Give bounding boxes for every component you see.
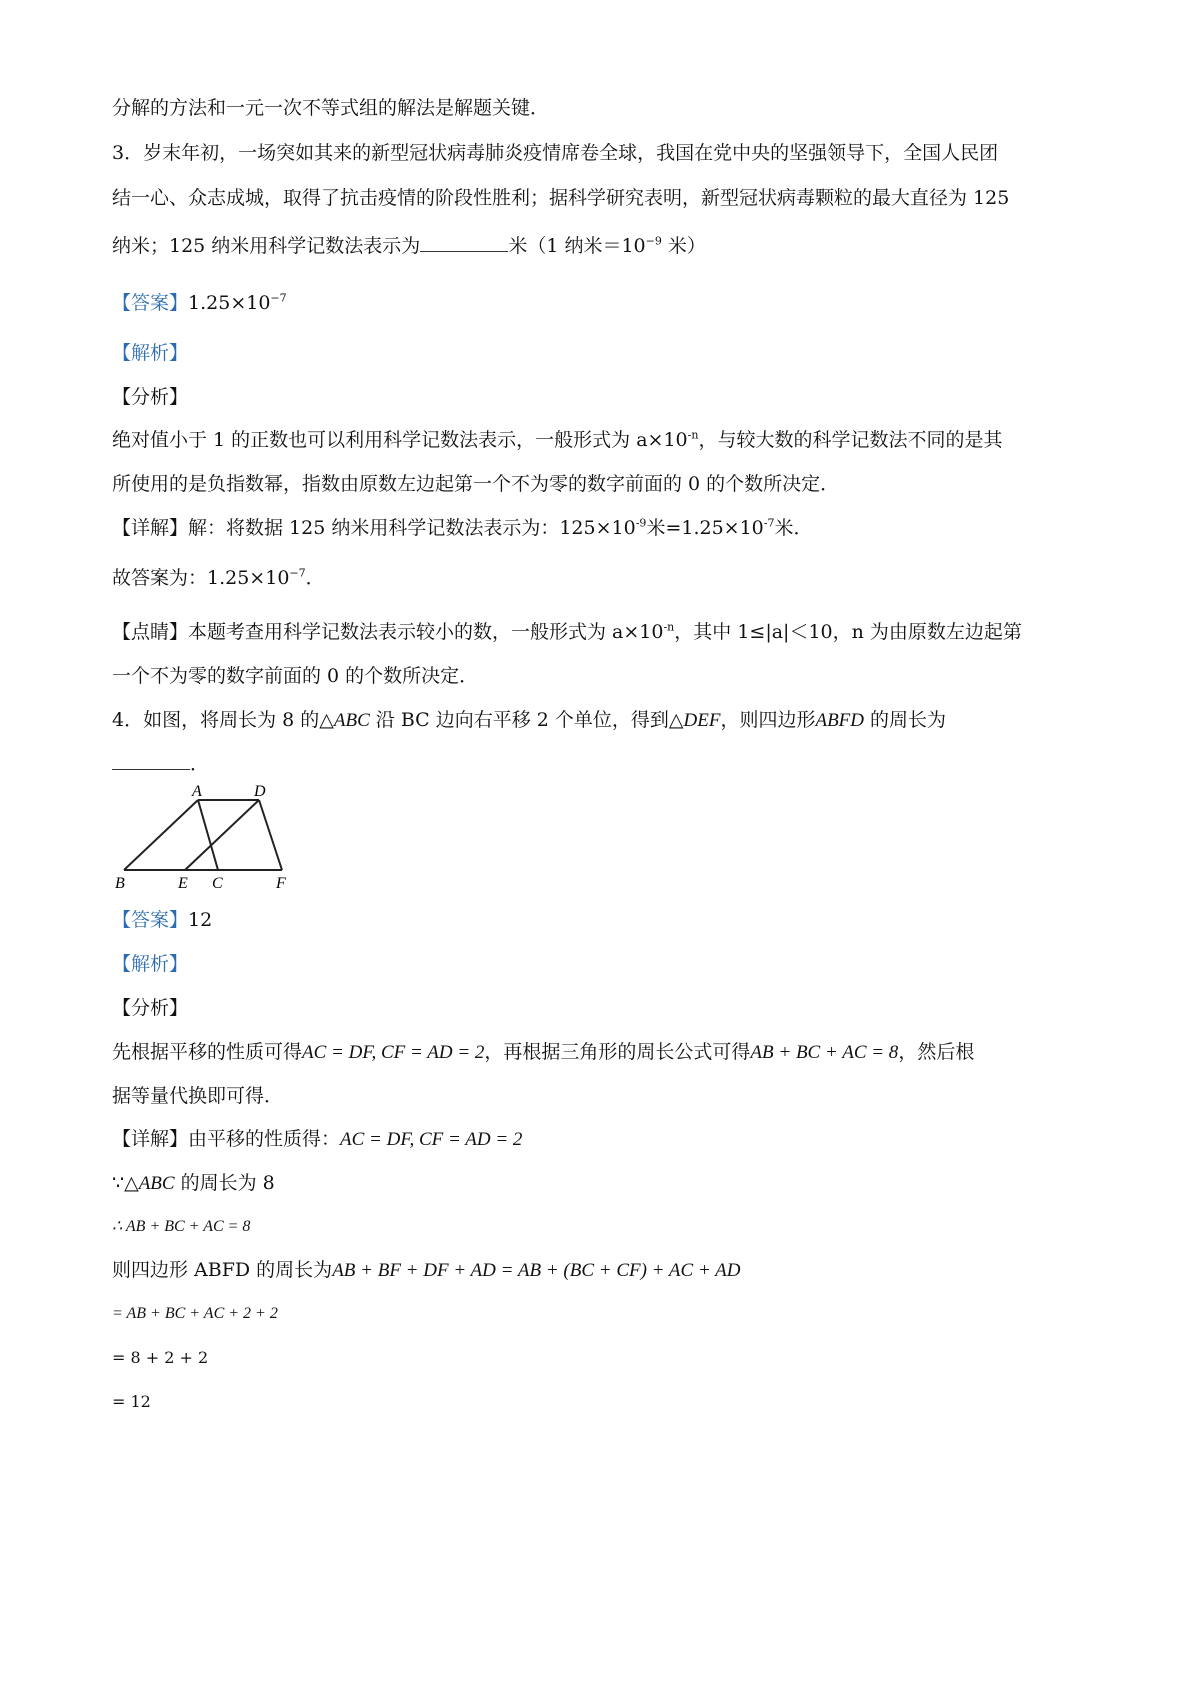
q3-line2: 结一心、众志成城，取得了抗击疫情的阶段性胜利；据科学研究表明，新型冠状病毒颗粒的最大直径为 125 bbox=[112, 187, 1010, 209]
q3-line3 bbox=[112, 234, 706, 258]
q4-because bbox=[112, 1171, 275, 1196]
math: AC = DF, CF = AD = 2 bbox=[302, 1042, 485, 1063]
q3-line3-c: 米） bbox=[661, 235, 706, 257]
label-b: B bbox=[115, 875, 125, 892]
segment-de bbox=[185, 800, 259, 870]
segment-ac bbox=[198, 800, 218, 870]
label-e: E bbox=[178, 875, 188, 892]
q4-fenxi-l1 bbox=[112, 1040, 974, 1065]
translation-figure bbox=[112, 782, 322, 892]
q4-step2: = 8 + 2 + 2 bbox=[112, 1348, 209, 1367]
text: ． bbox=[190, 753, 210, 775]
q4-line1 bbox=[112, 708, 946, 733]
triangle-abc: △ABC bbox=[319, 710, 370, 731]
text: 米． bbox=[774, 517, 813, 539]
q3-line3-b: 米（1 纳米＝10 bbox=[508, 235, 646, 257]
q3-dianjing-l2: 一个不为零的数字前面的 0 的个数所决定． bbox=[112, 665, 479, 687]
q3-line3-exp: −9 bbox=[645, 234, 662, 248]
segment-ab bbox=[124, 800, 198, 870]
answer-value: 12 bbox=[188, 909, 213, 931]
q3-line1: 3．岁末年初，一场突如其来的新型冠状病毒肺炎疫情席卷全球，我国在党中央的坚强领导下，全国人民团 bbox=[112, 142, 999, 164]
text: 【点睛】本题考查用科学记数法表示较小的数，一般形式为 a×10 bbox=[112, 621, 664, 643]
math: AC = DF, CF = AD = 2 bbox=[340, 1129, 523, 1150]
exp: −7 bbox=[289, 566, 306, 580]
exp: -n bbox=[663, 620, 675, 634]
q3-fenxi: 【分析】 bbox=[112, 386, 189, 408]
q4-answer bbox=[112, 908, 212, 932]
math: AB + BC + AC = 8 bbox=[750, 1042, 899, 1063]
text: ，与较大数的科学记数法不同的是其 bbox=[698, 429, 1003, 451]
answer-value: 1.25×10 bbox=[188, 292, 271, 314]
math: ABC bbox=[138, 1173, 175, 1194]
triangle-def: △DEF bbox=[668, 710, 721, 731]
answer-exp: −7 bbox=[270, 291, 287, 305]
prev-paragraph-end: 分解的方法和一元一次不等式组的解法是解题关键． bbox=[112, 97, 550, 119]
answer-blank bbox=[112, 753, 190, 770]
quad-abfd: ABFD bbox=[815, 710, 865, 731]
label-f: F bbox=[276, 875, 286, 892]
text: 沿 BC 边向右平移 2 个单位，得到 bbox=[369, 709, 669, 731]
text: ． bbox=[305, 567, 325, 589]
q3-fenxi-l1 bbox=[112, 428, 1002, 452]
exp: -7 bbox=[763, 516, 775, 530]
text: ，然后根 bbox=[898, 1041, 975, 1063]
q3-answer bbox=[112, 291, 287, 315]
text: 绝对值小于 1 的正数也可以利用科学记数法表示，一般形式为 a×10 bbox=[112, 429, 688, 451]
label-d: D bbox=[254, 783, 266, 800]
segment-df bbox=[259, 800, 282, 870]
q4-perimeter bbox=[112, 1258, 741, 1283]
text: ，则四边形 bbox=[720, 709, 816, 731]
exp: -n bbox=[687, 428, 699, 442]
label-a: A bbox=[192, 783, 202, 800]
text: 4．如图，将周长为 8 的 bbox=[112, 709, 320, 731]
q4-detail bbox=[112, 1127, 522, 1152]
q4-fenxi-l2: 据等量代换即可得． bbox=[112, 1085, 284, 1107]
answer-label: 【答案】 bbox=[112, 292, 189, 314]
q3-final bbox=[112, 566, 325, 590]
text: 的周长为 8 bbox=[174, 1172, 275, 1194]
q4-fenxi: 【分析】 bbox=[112, 997, 189, 1019]
text: 的周长为 bbox=[864, 709, 947, 731]
q4-line2 bbox=[112, 752, 209, 776]
text: 则四边形 ABFD 的周长为 bbox=[112, 1259, 333, 1281]
q4-step3: = 12 bbox=[112, 1392, 151, 1411]
text: 先根据平移的性质可得 bbox=[112, 1041, 303, 1063]
label-c: C bbox=[212, 875, 223, 892]
text: 米=1.25×10 bbox=[646, 517, 764, 539]
text: ∵△ bbox=[112, 1172, 139, 1194]
q3-dianjing bbox=[112, 620, 1022, 644]
q3-jiexi: 【解析】 bbox=[112, 342, 189, 364]
text: 【详解】解：将数据 125 纳米用科学记数法表示为：125×10 bbox=[112, 517, 636, 539]
exp: -9 bbox=[635, 516, 647, 530]
text: ，再根据三角形的周长公式可得 bbox=[484, 1041, 751, 1063]
answer-label: 【答案】 bbox=[112, 909, 189, 931]
text: 【详解】由平移的性质得： bbox=[112, 1128, 341, 1150]
q3-line3-a: 纳米；125 纳米用科学记数法表示为 bbox=[112, 235, 421, 257]
q4-step1: = AB + BC + AC + 2 + 2 bbox=[112, 1305, 278, 1322]
q4-therefore: ∴ AB + BC + AC = 8 bbox=[112, 1218, 251, 1235]
answer-blank bbox=[420, 235, 508, 252]
q4-jiexi: 【解析】 bbox=[112, 953, 189, 975]
text: ，其中 1≤|a|＜10，n 为由原数左边起第 bbox=[674, 621, 1022, 643]
math: AB + BF + DF + AD = AB + (BC + CF) + AC + AD bbox=[332, 1260, 741, 1281]
q3-detail bbox=[112, 516, 813, 540]
q3-fenxi-l2: 所使用的是负指数幂，指数由原数左边起第一个不为零的数字前面的 0 的个数所决定． bbox=[112, 473, 840, 495]
text: 故答案为：1.25×10 bbox=[112, 567, 290, 589]
